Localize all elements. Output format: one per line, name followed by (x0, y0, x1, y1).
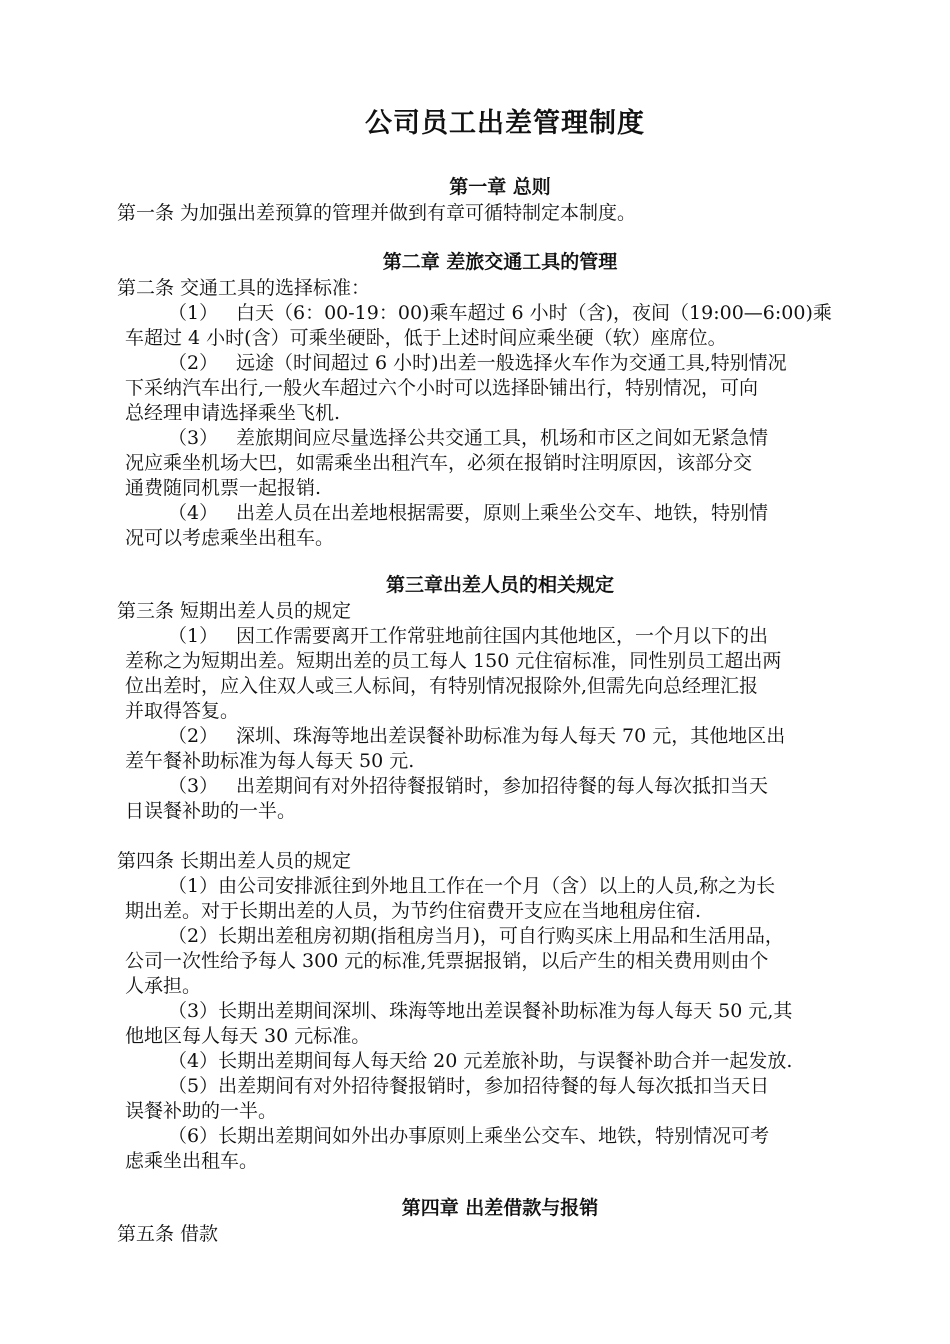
article-4-item-1-line-2: 期出差。对于长期出差的人员，为节约住宿费开支应在当地租房住宿. (125, 900, 702, 922)
item-text: 因工作需要离开工作常驻地前往国内其他地区，一个月以下的出 (236, 625, 769, 647)
article-3-item-3-line-2: 日误餐补助的一半。 (125, 800, 297, 822)
article-4-item-6-line-1: （6）长期出差期间如外出办事原则上乘坐公交车、地铁，特别情况可考 (168, 1125, 770, 1147)
document-title: 公司员工出差管理制度 (365, 108, 645, 139)
article-2-item-1-line-2: 车超过 4 小时(含）可乘坐硬卧，低于上述时间应乘坐硬（软）座席位。 (125, 327, 727, 349)
item-number: （1） (168, 302, 219, 324)
article-2-item-1-line-1 (168, 300, 832, 326)
item-number: （2） (168, 352, 219, 374)
article-4-item-2-line-3: 人承担。 (125, 975, 202, 997)
article-2-item-3-line-2: 况应乘坐机场大巴，如需乘坐出租汽车，必须在报销时注明原因，该部分交 (125, 452, 753, 474)
item-text: 出差人员在出差地根据需要，原则上乘坐公交车、地铁，特别情 (236, 502, 769, 524)
item-text: 深圳、珠海等地出差误餐补助标准为每人每天 70 元，其他地区出 (236, 725, 786, 747)
article-3-item-1-line-3: 位出差时，应入住双人或三人标间，有特别情况报除外,但需先向总经理汇报 (125, 675, 759, 697)
article-2-item-4-line-1 (168, 500, 768, 526)
item-number: （3） (168, 775, 219, 797)
article-2-item-2-line-1 (168, 350, 787, 376)
item-number: （2） (168, 725, 219, 747)
item-text: 远途（时间超过 6 小时)出差一般选择火车作为交通工具,特别情况 (236, 352, 787, 374)
article-4-item-5-line-1: （5）出差期间有对外招待餐报销时，参加招待餐的每人每次抵扣当天日 (168, 1075, 770, 1097)
article-4-item-6-line-2: 虑乘坐出租车。 (125, 1150, 259, 1172)
article-2-heading: 第二条 交通工具的选择标准： (117, 277, 371, 299)
article-4-heading: 第四条 长期出差人员的规定 (117, 850, 352, 872)
item-number: （3） (168, 427, 219, 449)
article-5-heading: 第五条 借款 (117, 1223, 219, 1245)
article-3-item-1-line-1 (168, 623, 768, 649)
item-number: （4） (168, 502, 219, 524)
article-2-item-3-line-3: 通费随同机票一起报销. (125, 477, 322, 499)
article-4-item-4-line-1: （4）长期出差期间每人每天给 20 元差旅补助，与误餐补助合并一起发放. (168, 1050, 793, 1072)
chapter-4-heading: 第四章 出差借款与报销 (401, 1197, 599, 1219)
item-text: 差旅期间应尽量选择公共交通工具，机场和市区之间如无紧急情 (236, 427, 769, 449)
chapter-2-heading: 第二章 差旅交通工具的管理 (382, 251, 618, 273)
article-3-item-1-line-4: 并取得答复。 (125, 700, 240, 722)
article-2-item-2-line-3: 总经理申请选择乘坐飞机. (125, 402, 341, 424)
article-4-item-5-line-2: 误餐补助的一半。 (125, 1100, 278, 1122)
item-text: 出差期间有对外招待餐报销时，参加招待餐的每人每次抵扣当天 (236, 775, 769, 797)
article-4-item-3-line-1: （3）长期出差期间深圳、珠海等地出差误餐补助标准为每人每天 50 元,其 (168, 1000, 793, 1022)
article-3-item-3-line-1 (168, 773, 768, 799)
article-2-item-4-line-2: 况可以考虑乘坐出租车。 (125, 527, 335, 549)
chapter-3-heading: 第三章出差人员的相关规定 (385, 574, 614, 596)
article-2-item-3-line-1 (168, 425, 768, 451)
article-4-item-3-line-2: 他地区每人每天 30 元标准。 (125, 1025, 371, 1047)
article-1-text: 第一条 为加强出差预算的管理并做到有章可循特制定本制度。 (117, 202, 637, 224)
article-2-item-2-line-2: 下采纳汽车出行,一般火车超过六个小时可以选择卧铺出行，特别情况，可向 (125, 377, 759, 399)
article-4-item-2-line-1: （2）长期出差租房初期(指租房当月)，可自行购买床上用品和生活用品， (168, 925, 784, 947)
article-4-item-1-line-1: （1）由公司安排派往到外地且工作在一个月（含）以上的人员,称之为长 (168, 875, 776, 897)
article-3-item-2-line-2: 差午餐补助标准为每人每天 50 元. (125, 750, 415, 772)
chapter-1-heading: 第一章 总则 (449, 176, 551, 198)
item-text: 白天（6：00-19：00)乘车超过 6 小时（含)，夜间（19:00—6:00)乘 (236, 302, 832, 324)
article-3-heading: 第三条 短期出差人员的规定 (117, 600, 352, 622)
article-3-item-1-line-2: 差称之为短期出差。短期出差的员工每人 150 元住宿标准，同性别员工超出两 (125, 650, 782, 672)
article-3-item-2-line-1 (168, 723, 785, 749)
item-number: （1） (168, 625, 219, 647)
article-4-item-2-line-2: 公司一次性给予每人 300 元的标准,凭票据报销，以后产生的相关费用则由个 (125, 950, 769, 972)
